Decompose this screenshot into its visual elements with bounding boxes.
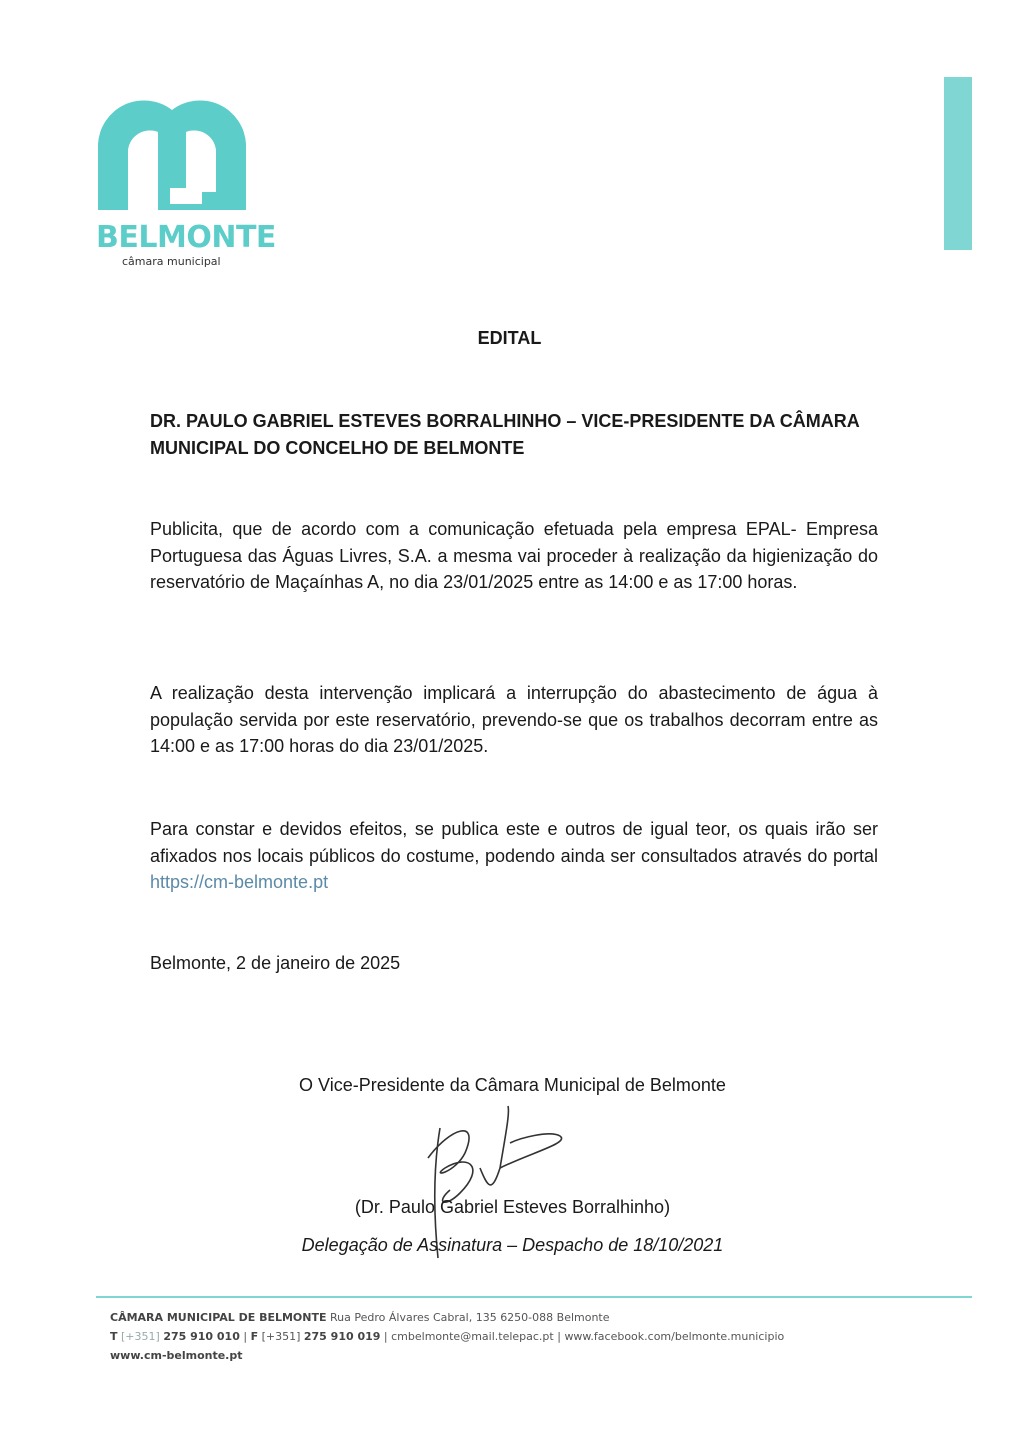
belmonte-m-logo-icon	[92, 92, 252, 210]
footer-fax-number: 275 910 019	[303, 1330, 381, 1343]
logo-name: BELMONTE	[96, 220, 276, 255]
footer	[110, 1308, 784, 1365]
document-heading: DR. PAULO GABRIEL ESTEVES BORRALHINHO – VICE-PRESIDENTE DA CÂMARA MUNICIPAL DO CONCELHO DE BELMONTE	[150, 411, 860, 458]
footer-line-address	[110, 1308, 784, 1327]
footer-facebook[interactable]: www.facebook.com/belmonte.municipio	[564, 1330, 785, 1343]
footer-phone-number: 275 910 010	[163, 1330, 240, 1343]
footer-email[interactable]: cmbelmonte@mail.telepac.pt	[391, 1330, 554, 1343]
footer-phone-label: T	[110, 1330, 118, 1343]
footer-fax-prefix: [+351]	[261, 1330, 301, 1343]
signatory-role: O Vice-Presidente da Câmara Municipal de Belmonte	[299, 1075, 726, 1095]
place-and-date: Belmonte, 2 de janeiro de 2025	[150, 953, 401, 973]
signature-delegation: Delegação de Assinatura – Despacho de 18/10/2021	[301, 1235, 724, 1255]
belmonte-logo	[92, 92, 276, 268]
footer-website[interactable]: www.cm-belmonte.pt	[110, 1349, 243, 1362]
footer-org: CÂMARA MUNICIPAL DE BELMONTE	[110, 1311, 327, 1324]
decorative-side-bar	[944, 77, 972, 250]
footer-fax-label: F	[250, 1330, 259, 1343]
signatory-name: (Dr. Paulo Gabriel Esteves Borralhinho)	[354, 1197, 671, 1217]
paragraph-announcement: Publicita, que de acordo com a comunicação efetuada pela empresa EPAL- Empresa Portuguesa das Águas Livres, S.A. a mesma vai proceder à realização da higienização do reservatório de Maçaínhas A, no dia 23/01/2025 entre as 14:00 e as 17:00 horas.	[150, 519, 878, 592]
paragraph-publication-text: Para constar e devidos efeitos, se publica este e outros de igual teor, os quais irão ser afixados nos locais públicos do costume, podendo ainda ser consultados através do portal	[150, 819, 878, 866]
document-title: EDITAL	[477, 328, 542, 348]
footer-line-website	[110, 1346, 784, 1365]
logo-subtitle: câmara municipal	[122, 255, 221, 268]
portal-link[interactable]: https://cm-belmonte.pt	[150, 872, 329, 892]
footer-phone-prefix: [+351]	[121, 1330, 160, 1343]
paragraph-publication	[150, 816, 878, 896]
paragraph-interruption: A realização desta intervenção implicará a interrupção do abastecimento de água à população servida por este reservatório, prevendo-se que os trabalhos decorram entre as 14:00 e as 17:00 horas do dia 23/01/2025.	[150, 683, 878, 756]
footer-divider	[96, 1296, 972, 1298]
footer-line-contacts: T [+351] 275 910 010 | F [+351] 275 910 019 | cmbelmonte@mail.telepac.pt | www.facebook.com/belmonte.municipio	[110, 1330, 785, 1343]
footer-address: Rua Pedro Álvares Cabral, 135 6250-088 Belmonte	[330, 1311, 610, 1324]
